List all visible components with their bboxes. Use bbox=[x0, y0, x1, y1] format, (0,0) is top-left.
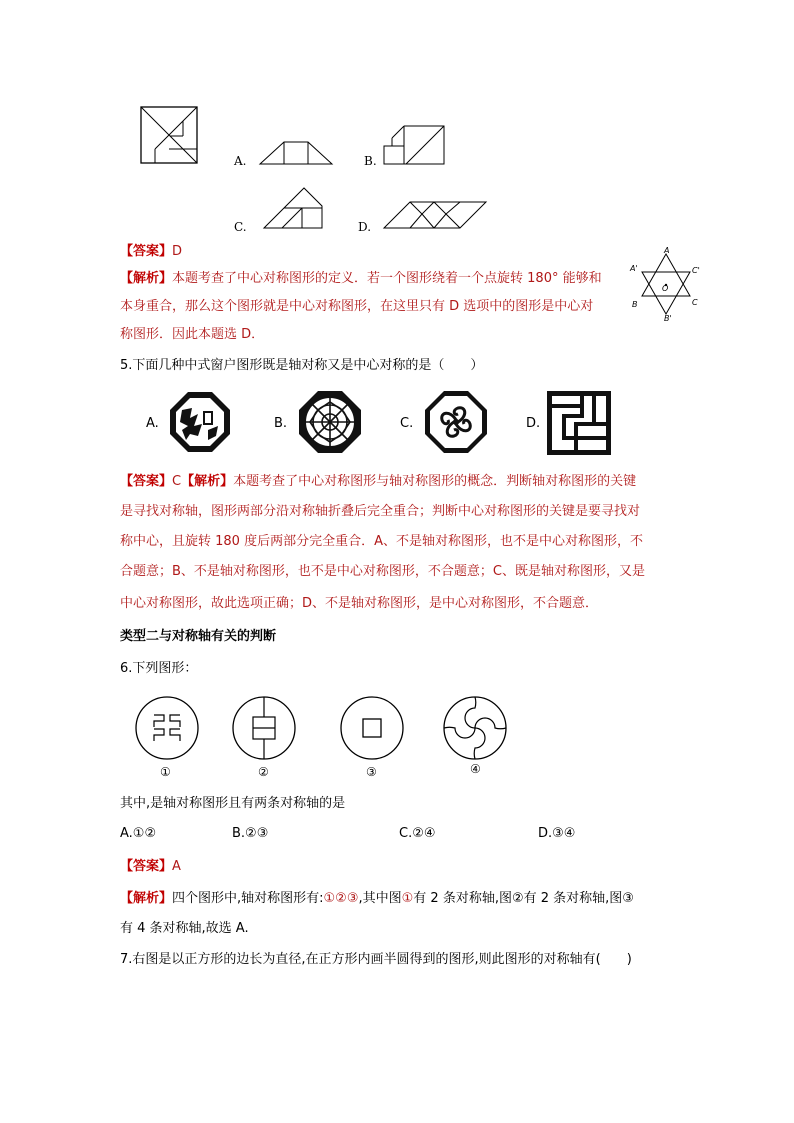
q4-analysis-line-1: 【解析】本题考查了中心对称图形的定义．若一个图形绕着一个点旋转 180° 能够和 bbox=[120, 271, 602, 286]
hexagram-figure bbox=[636, 248, 702, 320]
q5-answer-line-1: 【答案】C【解析】本题考查了中心对称图形与轴对称图形的概念．判断轴对称图形的关键 bbox=[120, 474, 637, 489]
q6-option-b: B.②③ bbox=[232, 826, 269, 841]
q6-figure-label-1: ① bbox=[160, 765, 171, 779]
q5-option-b-label: B. bbox=[274, 416, 288, 431]
q4-analysis-line-3: 称图形．因此本题选 D． bbox=[120, 327, 265, 342]
q5-window-d bbox=[546, 390, 612, 456]
q6-option-d: D.③④ bbox=[538, 826, 576, 841]
q5-question: 5.下面几种中式窗户图形既是轴对称又是中心对称的是（ ） bbox=[120, 358, 484, 373]
q5-analysis-line-2: 是寻找对称轴，图形两部分沿对称轴折叠后完全重合；判断中心对称图形的关键是要寻找对 bbox=[120, 504, 641, 519]
q6-analysis-line-1: 【解析】四个图形中,轴对称图形有:①②③,其中图①有 2 条对称轴,图②有 2 条对称轴,图③ bbox=[120, 891, 634, 906]
star-label-c: C bbox=[692, 298, 698, 307]
q5-analysis-line-5: 中心对称图形，故此选项正确；D、不是轴对称图形，是中心对称图形，不合题意． bbox=[120, 596, 599, 611]
analysis-tag: 【解析】 bbox=[120, 891, 173, 906]
section-title: 类型二与对称轴有关的判断 bbox=[120, 629, 277, 644]
star-label-aprime: A' bbox=[630, 264, 638, 273]
q6-figure-4 bbox=[442, 695, 508, 761]
q6-sub-question: 其中,是轴对称图形且有两条对称轴的是 bbox=[120, 796, 346, 811]
q6-figure-3 bbox=[339, 695, 405, 761]
star-label-b: B bbox=[632, 300, 638, 309]
q6-figure-label-2: ② bbox=[258, 765, 269, 779]
star-label-a: A bbox=[664, 246, 670, 255]
answer-tag: 【答案】 bbox=[120, 474, 173, 489]
answer-value: C bbox=[172, 474, 182, 489]
q6-figure-1 bbox=[134, 695, 200, 761]
star-label-bprime: B' bbox=[664, 314, 672, 323]
star-label-o: O bbox=[662, 284, 669, 293]
q6-figure-label-3: ③ bbox=[366, 765, 377, 779]
q6-option-c: C.②④ bbox=[399, 826, 436, 841]
q5-analysis-line-3: 称中心，且旋转 180 度后两部分完全重合．A、不是轴对称图形，也不是中心对称图形，不 bbox=[120, 534, 643, 549]
analysis-tag: 【解析】 bbox=[120, 271, 173, 286]
q4-option-c-label: C. bbox=[234, 220, 247, 234]
q4-analysis-line-2: 本身重合，那么这个图形就是中心对称图形，在这里只有 D 选项中的图形是中心对 bbox=[120, 299, 594, 314]
q6-option-a: A.①② bbox=[120, 826, 157, 841]
q4-original-figure bbox=[140, 106, 200, 166]
q5-window-c bbox=[424, 390, 488, 454]
star-label-cprime: C' bbox=[692, 266, 700, 275]
q5-option-c-label: C. bbox=[400, 416, 414, 431]
q5-window-a bbox=[168, 390, 232, 454]
q4-option-d-label: D. bbox=[358, 220, 372, 234]
q4-answer bbox=[120, 242, 182, 262]
q6-figure-2 bbox=[231, 695, 297, 761]
analysis-tag: 【解析】 bbox=[181, 474, 234, 489]
q6-analysis-line-2: 有 4 条对称轴,故选 A. bbox=[120, 921, 249, 936]
answer-tag: 【答案】 bbox=[120, 244, 173, 259]
q4-option-b-label: B. bbox=[364, 154, 377, 168]
q7-question: 7.右图是以正方形的边长为直径,在正方形内画半圆得到的图形,则此图形的对称轴有( ) bbox=[120, 952, 632, 967]
answer-value: A bbox=[172, 859, 181, 874]
q6-answer bbox=[120, 857, 181, 877]
q6-question: 6.下列图形： bbox=[120, 661, 198, 676]
q6-figure-label-4: ④ bbox=[470, 762, 481, 776]
q5-option-d-label: D. bbox=[526, 416, 541, 431]
q4-option-b-figure bbox=[382, 124, 448, 166]
q4-option-d-figure bbox=[382, 200, 488, 230]
q5-window-b bbox=[298, 390, 362, 454]
q4-option-a-label: A. bbox=[234, 154, 247, 168]
answer-tag: 【答案】 bbox=[120, 859, 173, 874]
q4-option-c-figure bbox=[262, 186, 324, 230]
q5-analysis-line-4: 合题意；B、不是轴对称图形，也不是中心对称图形，不合题意；C、既是轴对称图形，又是 bbox=[120, 564, 645, 579]
answer-value: D bbox=[172, 244, 183, 259]
q4-option-a-figure bbox=[258, 140, 334, 166]
q5-option-a-label: A. bbox=[146, 416, 159, 431]
